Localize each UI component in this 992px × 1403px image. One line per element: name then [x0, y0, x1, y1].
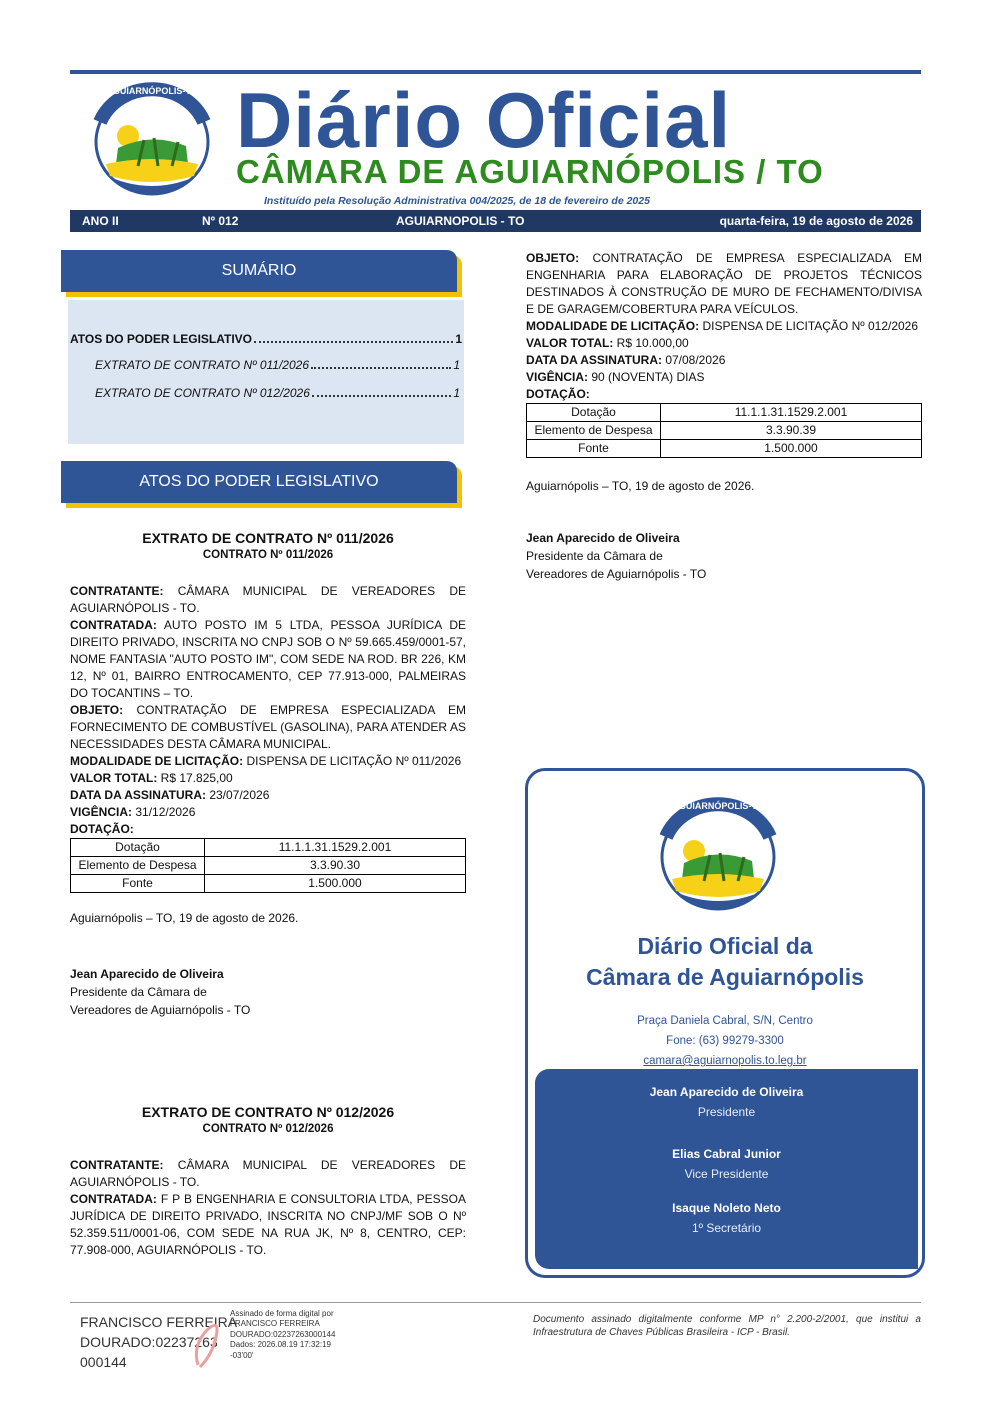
vigencia-paragraph: VIGÊNCIA: 31/12/2026	[70, 805, 196, 819]
member-role: 1º Secretário	[691, 1221, 762, 1235]
masthead-subtitle: CÂMARA DE AGUIARNÓPOLIS / TO	[236, 153, 824, 190]
dotacao-table	[70, 838, 466, 893]
table-row: Dotação 11.1.1.31.1529.2.001	[71, 839, 466, 857]
edition-infobar	[70, 210, 921, 232]
toc-label: EXTRATO DE CONTRATO Nº 012/2026	[95, 386, 310, 400]
card-title: Diário Oficial da Câmara de Aguiarnópolis	[586, 933, 864, 990]
logo-arc-text: AGUIARNÓPOLIS-TO	[106, 86, 198, 96]
signer-role: Presidente da Câmara de	[70, 985, 207, 999]
signer-name: Jean Aparecido de Oliveira	[526, 531, 680, 545]
contratante-paragraph: CONTRATANTE: CÂMARA MUNICIPAL DE VEREADORES DE AGUIARNÓPOLIS - TO.	[70, 1158, 466, 1189]
contrato-011-subtitle: CONTRATO Nº 011/2026	[202, 549, 334, 561]
contrato-011-section	[70, 530, 466, 1019]
card-members-panel	[535, 1069, 918, 1269]
card-email-link[interactable]: camara@aguiarnopolis.to.leg.br	[643, 1055, 807, 1067]
local-data: Aguiarnópolis – TO, 19 de agosto de 2026.	[70, 911, 299, 925]
toc-item-atos[interactable]	[70, 332, 462, 346]
table-row: Fonte 1.500.000	[527, 440, 922, 458]
table-row: Dotação 11.1.1.31.1529.2.001	[527, 404, 922, 422]
toc-page: 1	[453, 358, 460, 372]
signer-name: Jean Aparecido de Oliveira	[70, 967, 224, 981]
card-phone: Fone: (63) 99279-3300	[666, 1035, 784, 1047]
card-address: Praça Daniela Cabral, S/N, Centro	[637, 1015, 813, 1027]
contrato-012-title: EXTRATO DE CONTRATO Nº 012/2026	[141, 1104, 395, 1120]
contrato-012-subtitle: CONTRATO Nº 012/2026	[202, 1123, 334, 1135]
dotacao-table	[526, 403, 922, 458]
signer-role: Presidente da Câmara de	[526, 549, 663, 563]
objeto-paragraph: OBJETO: CONTRATAÇÃO DE EMPRESA ESPECIALIZADA EM ENGENHARIA PARA ELABORAÇÃO DE PROJETOS TÉCNICOS DESTINADOS À CONSTRUÇÃO DE MURO DE FECHAMENTO/DIVISA E DE GARAGEM/COBERTURA PARA VEÍCULOS.	[526, 251, 922, 316]
diario-info-card	[525, 768, 925, 1278]
local-data: Aguiarnópolis – TO, 19 de agosto de 2026.	[526, 479, 755, 493]
atos-heading: ATOS DO PODER LEGISLATIVO	[61, 461, 457, 503]
edition-city: AGUIARNOPOLIS - TO	[396, 214, 525, 228]
camara-logo	[654, 795, 782, 913]
toc-item-contrato-011[interactable]	[95, 358, 460, 372]
signature-mark-icon	[190, 1315, 230, 1371]
dotacao-label: DOTAÇÃO:	[526, 387, 590, 401]
valor-paragraph: VALOR TOTAL: R$ 17.825,00	[70, 771, 233, 785]
valor-paragraph: VALOR TOTAL: R$ 10.000,00	[526, 336, 689, 350]
footer-rule	[70, 1302, 921, 1303]
sumario-heading: SUMÁRIO	[61, 250, 457, 292]
toc-label: ATOS DO PODER LEGISLATIVO	[70, 332, 253, 346]
member-name: Isaque Noleto Neto	[672, 1201, 781, 1215]
table-row: Elemento de Despesa 3.3.90.30	[71, 857, 466, 875]
toc-item-contrato-012[interactable]	[95, 386, 460, 400]
contratada-paragraph: CONTRATADA: F P B ENGENHARIA E CONSULTORIA LTDA, PESSOA JURÍDICA DE DIREITO PRIVADO, INSCRITA NO CNPJ/MF SOB O Nº 52.359.511/0001-06, COM SEDE NA RUA JK, Nº 8, CENTRO, CEP: 77.908-000, AGUIARNÓPOLIS - TO.	[70, 1192, 466, 1257]
toc-leader-dots	[312, 395, 451, 397]
modalidade-paragraph: MODALIDADE DE LICITAÇÃO: DISPENSA DE LICITAÇÃO Nº 012/2026	[526, 319, 919, 333]
member-role: Vice Presidente	[684, 1167, 769, 1181]
table-row: Fonte 1.500.000	[71, 875, 466, 893]
contrato-012-section	[70, 1104, 466, 1259]
contrato-011-title: EXTRATO DE CONTRATO Nº 011/2026	[142, 530, 394, 546]
assinatura-paragraph: DATA DA ASSINATURA: 07/08/2026	[526, 353, 726, 367]
edition-year: ANO II	[82, 214, 119, 228]
assinatura-paragraph: DATA DA ASSINATURA: 23/07/2026	[70, 788, 270, 802]
digital-signature-name: FRANCISCO FERREIRA DOURADO:02237263 000144	[80, 1314, 238, 1370]
edition-date: quarta-feira, 19 de agosto de 2026	[719, 214, 913, 228]
signer-role: Vereadores de Aguiarnópolis - TO	[526, 567, 707, 581]
logo-arc-text: AGUIARNÓPOLIS-TO	[672, 801, 764, 811]
contrato-012-continuation	[526, 250, 922, 583]
masthead-institution: Instituído pela Resolução Administrativa 004/2025, de 18 de fevereiro de 2025	[264, 195, 650, 207]
vigencia-paragraph: VIGÊNCIA: 90 (NOVENTA) DIAS	[526, 370, 705, 384]
icp-brasil-note: Documento assinado digitalmente conforme MP n° 2.200-2/2001, que institui a Infraestrutura de Chaves Públicas Brasileira - ICP - Brasil.	[533, 1314, 921, 1338]
signer-role: Vereadores de Aguiarnópolis - TO	[70, 1003, 251, 1017]
toc-label: EXTRATO DE CONTRATO Nº 011/2026	[95, 358, 310, 372]
table-row: Elemento de Despesa 3.3.90.39	[527, 422, 922, 440]
sumario-box	[68, 300, 464, 444]
masthead-title: Diário Oficial	[236, 76, 732, 164]
digital-signature-details: Assinado de forma digital por FRANCISCO FERREIRA DOURADO:02237263000144 Dados: 2026.08.19 17:32:19 -03'00'	[230, 1309, 336, 1360]
objeto-paragraph: OBJETO: CONTRATAÇÃO DE EMPRESA ESPECIALIZADA EM FORNECIMENTO DE COMBUSTÍVEL (GASOLINA), PARA ATENDER AS NECESSIDADES DESTA CÂMARA MUNICIPAL.	[70, 703, 466, 751]
member-name: Jean Aparecido de Oliveira	[649, 1085, 804, 1099]
toc-leader-dots	[311, 367, 451, 369]
contratante-paragraph: CONTRATANTE: CÂMARA MUNICIPAL DE VEREADORES DE AGUIARNÓPOLIS - TO.	[70, 584, 466, 615]
toc-page: 1	[455, 332, 462, 346]
dotacao-label: DOTAÇÃO:	[70, 822, 134, 836]
member-name: Elias Cabral Junior	[672, 1147, 781, 1161]
toc-leader-dots	[254, 341, 453, 343]
modalidade-paragraph: MODALIDADE DE LICITAÇÃO: DISPENSA DE LICITAÇÃO Nº 011/2026	[70, 754, 462, 768]
camara-logo	[88, 80, 216, 198]
member-role: Presidente	[697, 1105, 756, 1119]
edition-number: Nº 012	[202, 214, 239, 228]
toc-page: 1	[453, 386, 460, 400]
contratada-paragraph: CONTRATADA: AUTO POSTO IM 5 LTDA, PESSOA JURÍDICA DE DIREITO PRIVADO, INSCRITA NO CNPJ SOB O Nº 59.665.459/0001-57, NOME FANTASIA "AUTO POSTO IM", COM SEDE NA ROD. BR 226, KM 12, Nº 01, BAIRRO ENTROCAMENTO, CEP 77.913-000, PALMEIRAS DO TOCANTINS – TO.	[70, 618, 466, 700]
header-top-rule	[70, 70, 921, 74]
